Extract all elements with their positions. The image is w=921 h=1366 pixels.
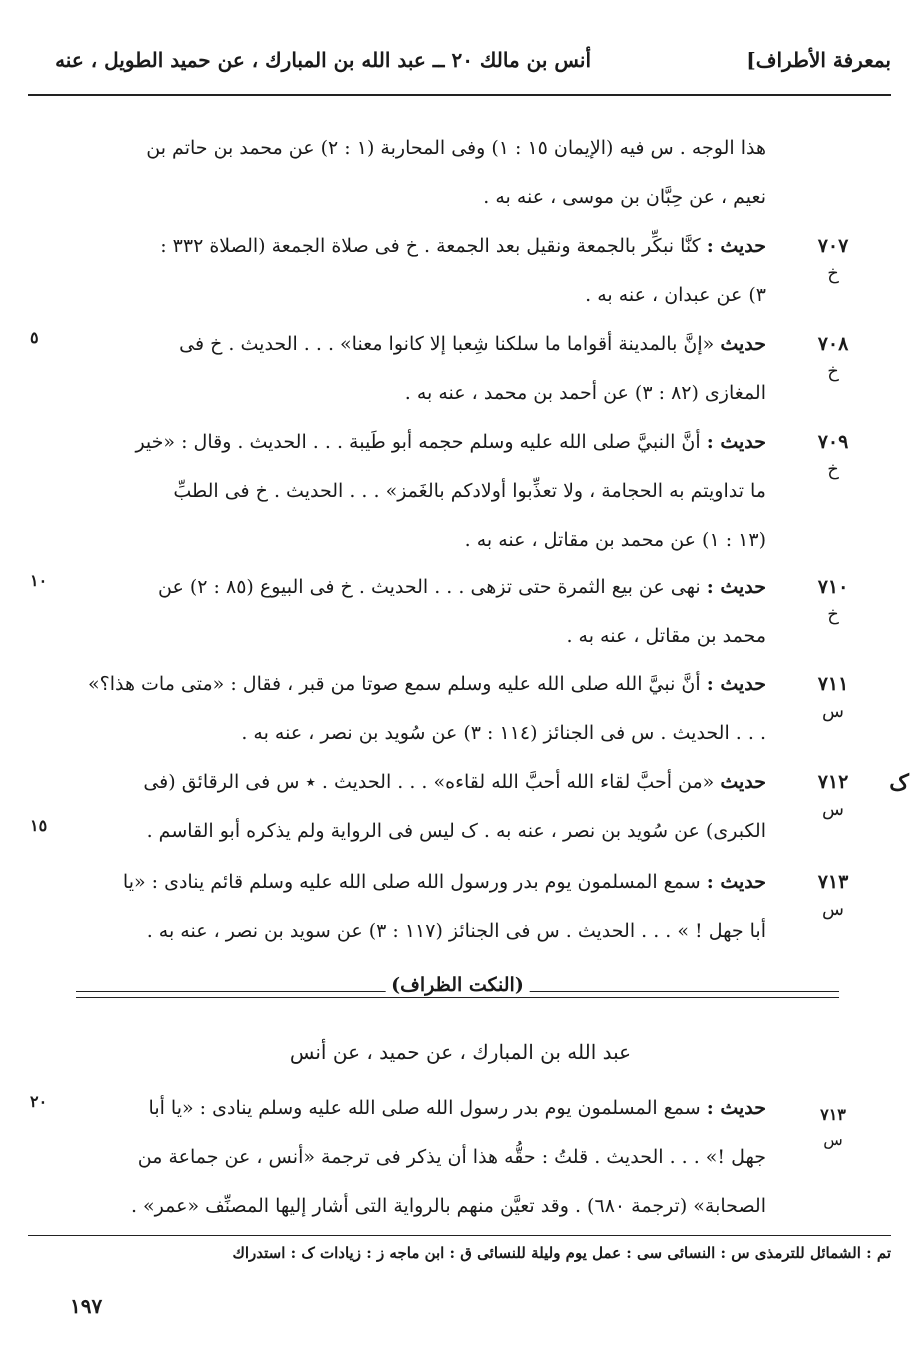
istidrak-mark: ک xyxy=(889,770,909,796)
text-line: هذا الوجه . س فيه (الإيمان ١٥ : ١) وفى المحاربة (١ : ٢) عن محمد بن حاتم بن xyxy=(146,137,766,159)
text-line: المغازى (٨٢ : ٣) عن أحمد بن محمد ، عنه به . xyxy=(404,382,766,404)
text-line xyxy=(70,758,766,807)
entry-lead: حديث xyxy=(720,771,766,793)
entry-lead: حديث : xyxy=(706,1097,766,1119)
entry-number: ٧١٠ xyxy=(817,576,849,598)
entry-lead: حديث : xyxy=(706,235,766,257)
text-line: الصحابة» (ترجمة ٦٨٠) . وقد تعيَّن منهم بالرواية التى أشار إليها المصنِّف «عمر» . xyxy=(130,1195,766,1217)
text-line xyxy=(70,660,766,709)
entry-text: «إنَّ بالمدينة أقواما ما سلكنا شِعبا إلا كانوا معنا» . . . الحديث . خ فى xyxy=(179,333,721,355)
text-line: أبا جهل ! » . . . الحديث . س فى الجنائز (١١٧ : ٣) عن سويد بن نصر ، عنه به . xyxy=(146,920,766,942)
section-divider xyxy=(76,974,839,1008)
text-line: محمد بن مقاتل ، عنه به . xyxy=(566,625,766,647)
entry-number: ٧١٣ xyxy=(820,1105,846,1124)
text-line xyxy=(70,1084,766,1133)
entry-siglum: س xyxy=(822,701,844,722)
entry-siglum: خ xyxy=(827,459,839,480)
page-number: ١٩٧ xyxy=(70,1294,103,1318)
text-line: (١٣ : ١) عن محمد بن مقاتل ، عنه به . xyxy=(464,529,766,551)
text-line: . . . الحديث . س فى الجنائز (١١٤ : ٣) عن سُويد بن نصر ، عنه به . xyxy=(241,722,766,744)
entry-lead: حديث : xyxy=(706,673,766,695)
entry-lead: حديث : xyxy=(706,871,766,893)
entry-number: ٧١٢ xyxy=(817,771,849,793)
text-line: الكبرى) عن سُويد بن نصر ، عنه به . ک ليس فى الرواية ولم يذكره أبو القاسم . xyxy=(146,820,766,842)
entry-number: ٧٠٨ xyxy=(817,333,849,355)
entry-text: نهى عن بيع الثمرة حتى تزهى . . . الحديث . خ فى البيوع (٨٥ : ٢) عن xyxy=(158,576,707,598)
entry-708 xyxy=(70,320,766,418)
text-line xyxy=(70,858,766,907)
entry-text: كنَّا نبكِّر بالجمعة ونقيل بعد الجمعة . خ فى صلاة الجمعة (الصلاة ٣٣٢ : xyxy=(160,235,707,257)
text-line xyxy=(70,222,766,271)
entry-713 xyxy=(70,858,766,956)
entry-lead: حديث xyxy=(720,333,766,355)
entry-number: ٧٠٩ xyxy=(817,431,849,453)
entry-number: ٧١٣ xyxy=(817,871,849,893)
text-line: ما تداويتم به الحجامة ، ولا تعذِّبوا أولادكم بالغَمز» . . . الحديث . خ فى الطبِّ xyxy=(173,480,766,502)
entry-siglum: خ xyxy=(827,263,839,284)
header-right: بمعرفة الأطراف] xyxy=(746,48,891,72)
entry-siglum: س xyxy=(823,1130,843,1149)
entry-text: سمع المسلمون يوم بدر ورسول الله صلى الله عليه وسلم قائم ينادى : «يا xyxy=(122,871,707,893)
entry-712 xyxy=(70,758,766,856)
text-line: جهل !» . . . الحديث . قلتُ : حقُّه هذا أن يذكر فى ترجمة «أنس ، عن جماعة من xyxy=(137,1146,766,1168)
nukat-entry-713 xyxy=(70,1084,766,1231)
text-line xyxy=(70,563,766,612)
text-line: ٣) عن عبدان ، عنه به . xyxy=(585,284,766,306)
section-title: (النكت الظراف) xyxy=(385,974,530,996)
entry-siglum: س xyxy=(822,899,844,920)
sigla-key: تم : الشمائل للترمذى س : النسائى سى : عمل يوم وليلة للنسائى ق : ابن ماجه ز : زيادات ک : استدراك xyxy=(232,1244,891,1262)
text-line xyxy=(70,418,766,467)
header-rule xyxy=(28,94,891,96)
entry-707 xyxy=(70,222,766,320)
entry-lead: حديث : xyxy=(706,431,766,453)
entry-711 xyxy=(70,660,766,758)
line-number: ١٠ xyxy=(30,571,48,590)
entry-text: «من أحبَّ لقاء الله أحبَّ الله لقاءه» . . . الحديث . ٭ س فى الرقائق (فى xyxy=(143,771,721,793)
entry-siglum: خ xyxy=(827,361,839,382)
entry-number: ٧١١ xyxy=(817,673,849,695)
entry-continuation xyxy=(70,124,766,222)
footer-rule xyxy=(28,1235,891,1236)
line-number: ٢٠ xyxy=(30,1092,48,1111)
entry-709 xyxy=(70,418,766,565)
entry-710 xyxy=(70,563,766,661)
entry-number: ٧٠٧ xyxy=(817,235,849,257)
running-header xyxy=(28,44,891,84)
entry-lead: حديث : xyxy=(706,576,766,598)
line-number: ٥ xyxy=(30,328,39,347)
text-line: نعيم ، عن حِبَّان بن موسى ، عنه به . xyxy=(483,186,766,208)
entry-text: أنَّ نبيَّ الله صلى الله عليه وسلم سمع صوتا من قبر ، فقال : «متى مات هذا؟» xyxy=(88,673,707,695)
entry-siglum: س xyxy=(822,799,844,820)
entry-text: أنَّ النبيَّ صلى الله عليه وسلم حجمه أبو طَيبة . . . الحديث . وقال : «خير xyxy=(135,431,707,453)
entry-siglum: خ xyxy=(827,604,839,625)
isnad-heading: عبد الله بن المبارك ، عن حميد ، عن أنس xyxy=(289,1040,632,1064)
header-title: أنس بن مالك ٢٠ ــ عبد الله بن المبارك ، عن حميد الطويل ، عنه xyxy=(55,48,591,72)
line-number: ١٥ xyxy=(30,816,48,835)
text-line xyxy=(70,320,766,369)
entry-text: سمع المسلمون يوم بدر رسول الله صلى الله عليه وسلم ينادى : «يا أبا xyxy=(148,1097,707,1119)
